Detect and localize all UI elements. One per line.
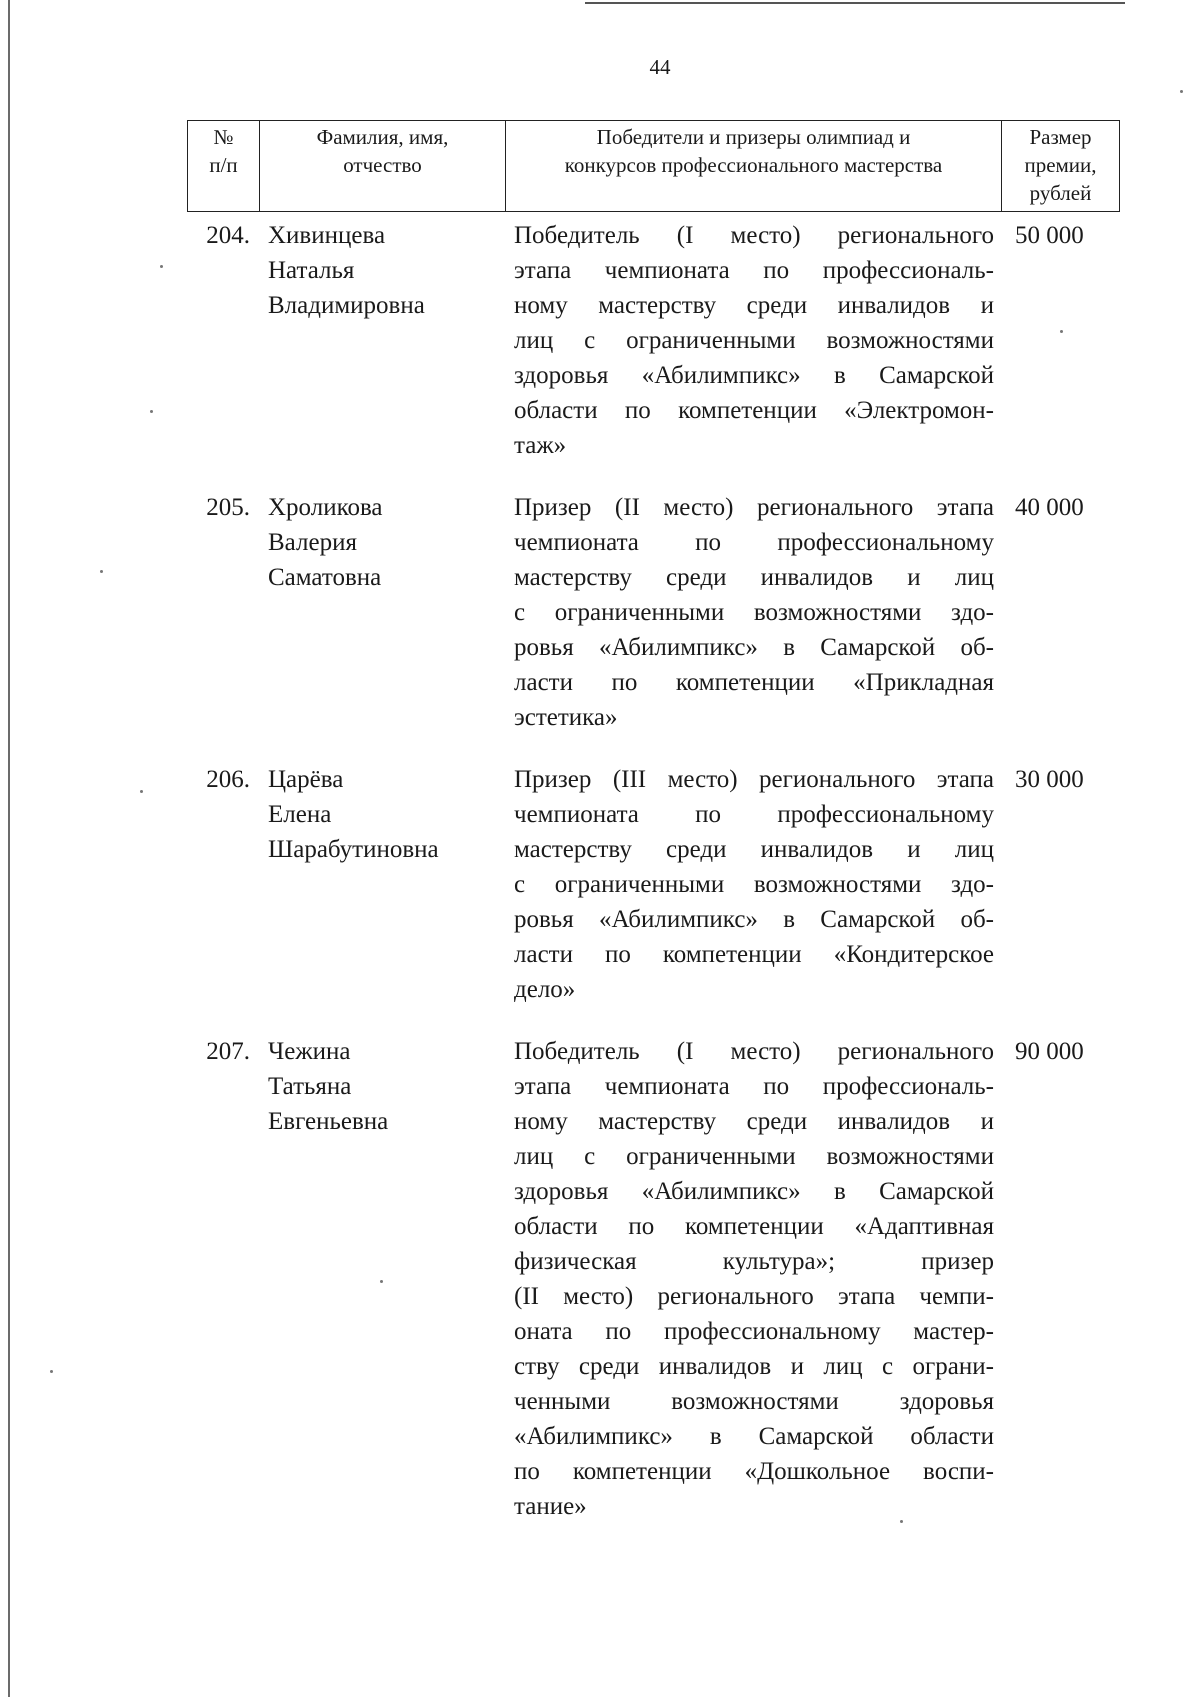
description-line: ласти по компетенции «Кондитерское <box>514 941 994 968</box>
description-line: с ограниченными возможностями здо- <box>514 871 994 898</box>
description-line: ному мастерству среди инвалидов и <box>514 292 994 319</box>
description-line: области по компетенции «Электромон- <box>514 397 994 424</box>
scan-speck <box>160 265 163 268</box>
scan-speck <box>380 1280 383 1283</box>
header-amount <box>1002 121 1120 211</box>
description-line: с ограниченными возможностями здо- <box>514 599 994 626</box>
name-line: Евгеньевна <box>268 1108 389 1135</box>
scan-left-edge <box>8 0 10 1697</box>
description-line: ровья «Абилимпикс» в Самарской об- <box>514 906 994 933</box>
description-line: тание» <box>514 1493 587 1520</box>
description-line: этапа чемпионата по профессиональ- <box>514 257 994 284</box>
name-line: Шарабутиновна <box>268 836 439 863</box>
description-line: «Абилимпикс» в Самарской области <box>514 1423 994 1450</box>
name-line: Елена <box>268 801 332 828</box>
description-line: чемпионата по профессиональному <box>514 801 994 828</box>
name-line: Хроликова <box>268 494 383 521</box>
description-line: чемпионата по профессиональному <box>514 529 994 556</box>
row-description <box>514 218 994 463</box>
header-description-line: конкурсов профессионального мастерства <box>564 153 943 177</box>
description-line: физическая культура»; призер <box>514 1248 994 1275</box>
header-number-line: № <box>213 125 234 149</box>
header-amount-line: премии, <box>1024 153 1097 177</box>
header-number <box>188 121 260 211</box>
row-amount: 90 000 <box>1015 1038 1084 1065</box>
description-line: Призер (III место) регионального этапа <box>514 766 994 793</box>
row-amount: 50 000 <box>1015 222 1084 249</box>
scan-speck <box>100 570 103 573</box>
row-person-name <box>268 1034 498 1139</box>
description-line: таж» <box>514 432 567 459</box>
name-line: Владимировна <box>268 292 425 319</box>
row-description <box>514 1034 994 1524</box>
header-amount-line: рублей <box>1029 181 1092 205</box>
description-line: лиц с ограниченными возможностями <box>514 327 994 354</box>
scan-speck <box>140 790 143 793</box>
scan-speck <box>1060 330 1063 333</box>
description-line: ровья «Абилимпикс» в Самарской об- <box>514 634 994 661</box>
description-line: эстетика» <box>514 704 618 731</box>
description-line: (II место) регионального этапа чемпи- <box>514 1283 994 1310</box>
name-line: Саматовна <box>268 564 382 591</box>
header-description-line: Победители и призеры олимпиад и <box>596 125 911 149</box>
description-line: Победитель (I место) регионального <box>514 222 994 249</box>
description-line: дело» <box>514 976 576 1003</box>
description-line: Призер (II место) регионального этапа <box>514 494 994 521</box>
description-line: по компетенции «Дошкольное воспи- <box>514 1458 994 1485</box>
description-line: мастерству среди инвалидов и лиц <box>514 836 994 863</box>
row-number: 206. <box>206 766 250 793</box>
header-amount-line: Размер <box>1029 125 1092 149</box>
row-person-name <box>268 218 498 323</box>
name-line: Наталья <box>268 257 355 284</box>
row-amount: 40 000 <box>1015 494 1084 521</box>
header-name-line: отчество <box>343 153 422 177</box>
row-amount: 30 000 <box>1015 766 1084 793</box>
description-line: здоровья «Абилимпикс» в Самарской <box>514 362 994 389</box>
row-number: 207. <box>206 1038 250 1065</box>
description-line: ству среди инвалидов и лиц с ограни- <box>514 1353 994 1380</box>
scan-speck <box>150 410 153 413</box>
scan-speck <box>900 1520 903 1523</box>
description-line: ласти по компетенции «Прикладная <box>514 669 994 696</box>
name-line: Царёва <box>268 766 344 793</box>
row-description <box>514 762 994 1007</box>
name-line: Татьяна <box>268 1073 352 1100</box>
row-person-name <box>268 762 498 867</box>
scan-speck <box>1180 90 1183 93</box>
header-description <box>506 121 1002 211</box>
name-line: Хивинцева <box>268 222 386 249</box>
description-line: лиц с ограниченными возможностями <box>514 1143 994 1170</box>
table-header <box>187 120 1120 212</box>
row-number: 204. <box>206 222 250 249</box>
description-line: этапа чемпионата по профессиональ- <box>514 1073 994 1100</box>
description-line: оната по профессиональному мастер- <box>514 1318 994 1345</box>
header-name-line: Фамилия, имя, <box>316 125 449 149</box>
header-number-line: п/п <box>209 153 238 177</box>
description-line: Победитель (I место) регионального <box>514 1038 994 1065</box>
scan-speck <box>50 1370 53 1373</box>
row-number: 205. <box>206 494 250 521</box>
scan-top-line <box>585 2 1125 4</box>
description-line: ченными возможностями здоровья <box>514 1388 994 1415</box>
description-line: здоровья «Абилимпикс» в Самарской <box>514 1178 994 1205</box>
header-name <box>260 121 506 211</box>
row-description <box>514 490 994 735</box>
description-line: ному мастерству среди инвалидов и <box>514 1108 994 1135</box>
name-line: Валерия <box>268 529 357 556</box>
description-line: области по компетенции «Адаптивная <box>514 1213 994 1240</box>
row-person-name <box>268 490 498 595</box>
name-line: Чежина <box>268 1038 351 1065</box>
description-line: мастерству среди инвалидов и лиц <box>514 564 994 591</box>
page-number: 44 <box>649 55 671 79</box>
